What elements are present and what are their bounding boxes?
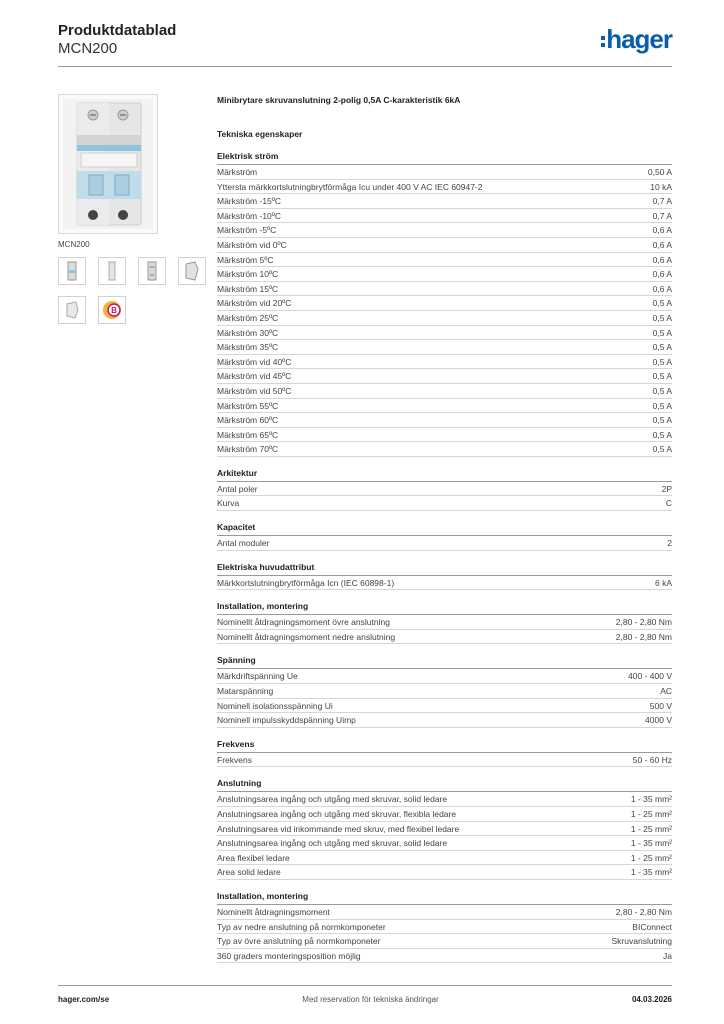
spec-value: 0,5 A: [652, 327, 672, 338]
thumbnail-front[interactable]: [58, 257, 86, 285]
section-heading: Elektriska huvudattribut: [217, 562, 672, 576]
spec-label: Nominell impulsskyddspänning Uimp: [217, 715, 356, 726]
spec-section: [217, 739, 672, 768]
spec-value: 0,6 A: [652, 254, 672, 265]
spec-label: Frekvens: [217, 754, 252, 765]
spec-label: Märkkortslutningbrytförmåga Icn (IEC 60898-1): [217, 577, 395, 588]
spec-label: Märkström vid 40ºC: [217, 356, 292, 367]
spec-section: [217, 522, 672, 551]
spec-label: Märkström 60ºC: [217, 415, 279, 426]
footer-divider: [58, 985, 672, 986]
spec-row: [217, 326, 672, 341]
spec-value: 2: [667, 538, 672, 549]
spec-value: 0,50 A: [647, 167, 672, 177]
product-title: Minibrytare skruvanslutning 2-polig 0,5A C-karakteristik 6kA: [217, 95, 461, 105]
spec-label: Märkström 30ºC: [217, 327, 279, 338]
spec-row: [217, 282, 672, 297]
spec-label: Anslutningsarea vid inkommande med skruv, med flexibel ledare: [217, 823, 460, 834]
spec-row: [217, 428, 672, 443]
spec-label: Area flexibel ledare: [217, 852, 290, 863]
spec-label: Typ av nedre anslutning på normkomponeter: [217, 921, 386, 932]
spec-row: [217, 615, 672, 630]
spec-label: 360 graders monteringsposition möjlig: [217, 950, 361, 961]
spec-value: 0,5 A: [652, 444, 672, 455]
spec-value: AC: [660, 686, 672, 697]
spec-row: [217, 223, 672, 238]
spec-row: [217, 253, 672, 268]
spec-value: 4000 V: [645, 715, 672, 726]
spec-label: Anslutningsarea ingång och utgång med skruvar, flexibla ledare: [217, 809, 457, 819]
section-heading: Frekvens: [217, 739, 672, 753]
spec-label: Märkström 55ºC: [217, 400, 279, 411]
spec-section: [217, 778, 672, 880]
thumbnail-dimension[interactable]: [58, 296, 86, 324]
spec-row: [217, 165, 672, 180]
spec-label: Märkström 65ºC: [217, 429, 279, 440]
spec-value: 0,5 A: [652, 298, 672, 309]
spec-row: [217, 413, 672, 428]
section-heading: Anslutning: [217, 778, 672, 792]
spec-label: Märkström 15ºC: [217, 283, 279, 294]
spec-value: C: [665, 498, 672, 509]
spec-label: Märkström vid 45ºC: [217, 371, 292, 382]
spec-label: Märkström 5ºC: [217, 254, 274, 265]
breaker-side-icon: [105, 261, 119, 281]
spec-label: Antal poler: [217, 483, 258, 494]
tech-title: Tekniska egenskaper: [217, 129, 303, 139]
spec-row: [217, 482, 672, 497]
spec-value: 1 - 25 mm²: [630, 852, 672, 863]
thumbnail-back[interactable]: [138, 257, 166, 285]
spec-value: 1 - 35 mm²: [630, 867, 672, 878]
logo-text: hager: [606, 24, 672, 54]
product-image[interactable]: [58, 94, 158, 234]
thumbnail-gallery: [58, 257, 208, 324]
spec-row: [217, 180, 672, 195]
spec-label: Märkström -10ºC: [217, 210, 282, 221]
spec-value: 0,5 A: [652, 385, 672, 396]
spec-value: 0,6 A: [652, 239, 672, 250]
spec-label: Typ av övre anslutning på normkomponeter: [217, 936, 381, 947]
spec-value: 2,80 - 2,80 Nm: [615, 631, 672, 642]
spec-section: [217, 601, 672, 644]
spec-row: [217, 949, 672, 964]
spec-label: Yttersta märkkortslutningbrytförmåga Icu under 400 V AC IEC 60947-2: [217, 181, 483, 192]
spec-row: [217, 865, 672, 880]
spec-label: Nominellt åtdragningsmoment: [217, 906, 330, 917]
section-heading: Kapacitet: [217, 522, 672, 536]
spec-value: 0,6 A: [652, 283, 672, 294]
spec-label: Anslutningsarea ingång och utgång med skruvar, solid ledare: [217, 838, 448, 849]
spec-row: [217, 442, 672, 457]
footer-disclaimer: Med reservation för tekniska ändringar: [302, 995, 439, 1004]
spec-row: [217, 684, 672, 699]
spec-value: 1 - 35 mm²: [630, 838, 672, 849]
thumbnail-side[interactable]: [98, 257, 126, 285]
thumbnail-certificate[interactable]: [98, 296, 126, 324]
spec-value: Skruvanslutning: [611, 936, 672, 947]
spec-label: Kurva: [217, 498, 240, 509]
spec-row: [217, 713, 672, 728]
spec-label: Anslutningsarea ingång och utgång med skruvar, solid ledare: [217, 794, 448, 805]
breaker-dimension-icon: [63, 300, 81, 320]
spec-label: Märkström 70ºC: [217, 444, 279, 455]
spec-label: Nominell isolationsspänning Ui: [217, 700, 333, 711]
spec-section: [217, 891, 672, 963]
spec-label: Märkström vid 20ºC: [217, 298, 292, 309]
breaker-back-icon: [145, 261, 159, 281]
spec-row: [217, 209, 672, 224]
thumbnail-angle[interactable]: [178, 257, 206, 285]
spec-value: 1 - 25 mm²: [630, 823, 672, 834]
circuit-breaker-icon: [59, 95, 157, 233]
spec-label: Märkström vid 0ºC: [217, 239, 287, 250]
spec-value: BIConnect: [632, 921, 672, 932]
spec-value: 0,5 A: [652, 415, 672, 426]
footer-date: 04.03.2026: [631, 995, 672, 1004]
section-heading: Elektrisk ström: [217, 151, 672, 165]
spec-label: Märkdriftspänning Ue: [217, 671, 298, 682]
spec-row: [217, 753, 672, 768]
product-media: [58, 94, 208, 324]
spec-row: [217, 699, 672, 714]
spec-value: 500 V: [649, 700, 672, 711]
spec-value: 400 - 400 V: [628, 671, 672, 682]
spec-value: 2,80 - 2,80 Nm: [615, 617, 672, 628]
spec-sections: [217, 151, 672, 963]
spec-value: 1 - 25 mm²: [630, 809, 672, 819]
spec-label: Märkström -15ºC: [217, 196, 282, 207]
spec-label: Matarspänning: [217, 686, 274, 697]
spec-label: Märkström 10ºC: [217, 269, 279, 280]
spec-value: 50 - 60 Hz: [632, 754, 672, 765]
spec-row: [217, 340, 672, 355]
spec-label: Area solid ledare: [217, 867, 281, 878]
spec-value: 0,6 A: [652, 225, 672, 236]
page-footer: [58, 995, 672, 1004]
spec-value: 0,7 A: [652, 210, 672, 221]
spec-value: 0,6 A: [652, 269, 672, 280]
spec-label: Antal moduler: [217, 538, 270, 549]
spec-row: [217, 836, 672, 851]
product-caption: MCN200: [58, 240, 90, 249]
spec-row: [217, 536, 672, 551]
spec-value: 0,5 A: [652, 356, 672, 367]
spec-value: 0,5 A: [652, 429, 672, 440]
spec-row: [217, 934, 672, 949]
spec-value: 0,5 A: [652, 371, 672, 382]
spec-section: [217, 562, 672, 591]
spec-section: [217, 468, 672, 511]
spec-label: Märkström -5ºC: [217, 225, 277, 236]
spec-section: [217, 151, 672, 457]
spec-row: [217, 669, 672, 684]
spec-label: Märkström 35ºC: [217, 342, 279, 353]
page-header: [58, 22, 672, 66]
spec-row: [217, 496, 672, 511]
spec-value: 0,5 A: [652, 400, 672, 411]
logo-dots-icon: [601, 36, 605, 47]
spec-label: Märkström 25ºC: [217, 312, 279, 323]
spec-value: 2P: [661, 483, 672, 494]
spec-row: [217, 576, 672, 591]
spec-label: Märkström vid 50ºC: [217, 385, 292, 396]
spec-row: [217, 267, 672, 282]
section-heading: Installation, montering: [217, 891, 672, 905]
spec-row: [217, 384, 672, 399]
spec-row: [217, 296, 672, 311]
spec-row: [217, 194, 672, 209]
spec-label: Nominellt åtdragningsmoment nedre anslutning: [217, 631, 396, 642]
spec-row: [217, 630, 672, 645]
spec-value: 2,80 - 2,80 Nm: [615, 906, 672, 917]
spec-row: [217, 355, 672, 370]
certificate-badge-icon: [101, 299, 123, 321]
spec-row: [217, 822, 672, 837]
section-heading: Installation, montering: [217, 601, 672, 615]
breaker-front-icon: [65, 261, 79, 281]
document-subtitle: MCN200: [58, 40, 118, 57]
hager-logo: [601, 26, 672, 52]
spec-value: 0,7 A: [652, 196, 672, 207]
spec-value: 10 kA: [650, 181, 672, 192]
spec-row: [217, 920, 672, 935]
section-heading: Spänning: [217, 655, 672, 669]
spec-value: 6 kA: [654, 577, 672, 588]
breaker-angle-icon: [183, 261, 201, 281]
spec-label: Märkström: [217, 167, 258, 177]
spec-value: 0,5 A: [652, 342, 672, 353]
section-heading: Arkitektur: [217, 468, 672, 482]
spec-row: [217, 311, 672, 326]
footer-website[interactable]: hager.com/se: [58, 995, 110, 1004]
spec-value: Ja: [663, 950, 672, 961]
spec-row: [217, 905, 672, 920]
spec-value: 0,5 A: [652, 312, 672, 323]
spec-row: [217, 369, 672, 384]
spec-content: [217, 94, 672, 963]
spec-label: Nominellt åtdragningsmoment övre anslutning: [217, 617, 390, 628]
spec-row: [217, 851, 672, 866]
spec-row: [217, 238, 672, 253]
spec-value: 1 - 35 mm²: [630, 794, 672, 805]
document-title: Produktdatablad: [58, 22, 177, 39]
spec-section: [217, 655, 672, 727]
svg-text:B: B: [111, 306, 117, 315]
spec-row: [217, 792, 672, 807]
header-divider: [58, 66, 672, 67]
spec-row: [217, 399, 672, 414]
spec-row: [217, 807, 672, 822]
